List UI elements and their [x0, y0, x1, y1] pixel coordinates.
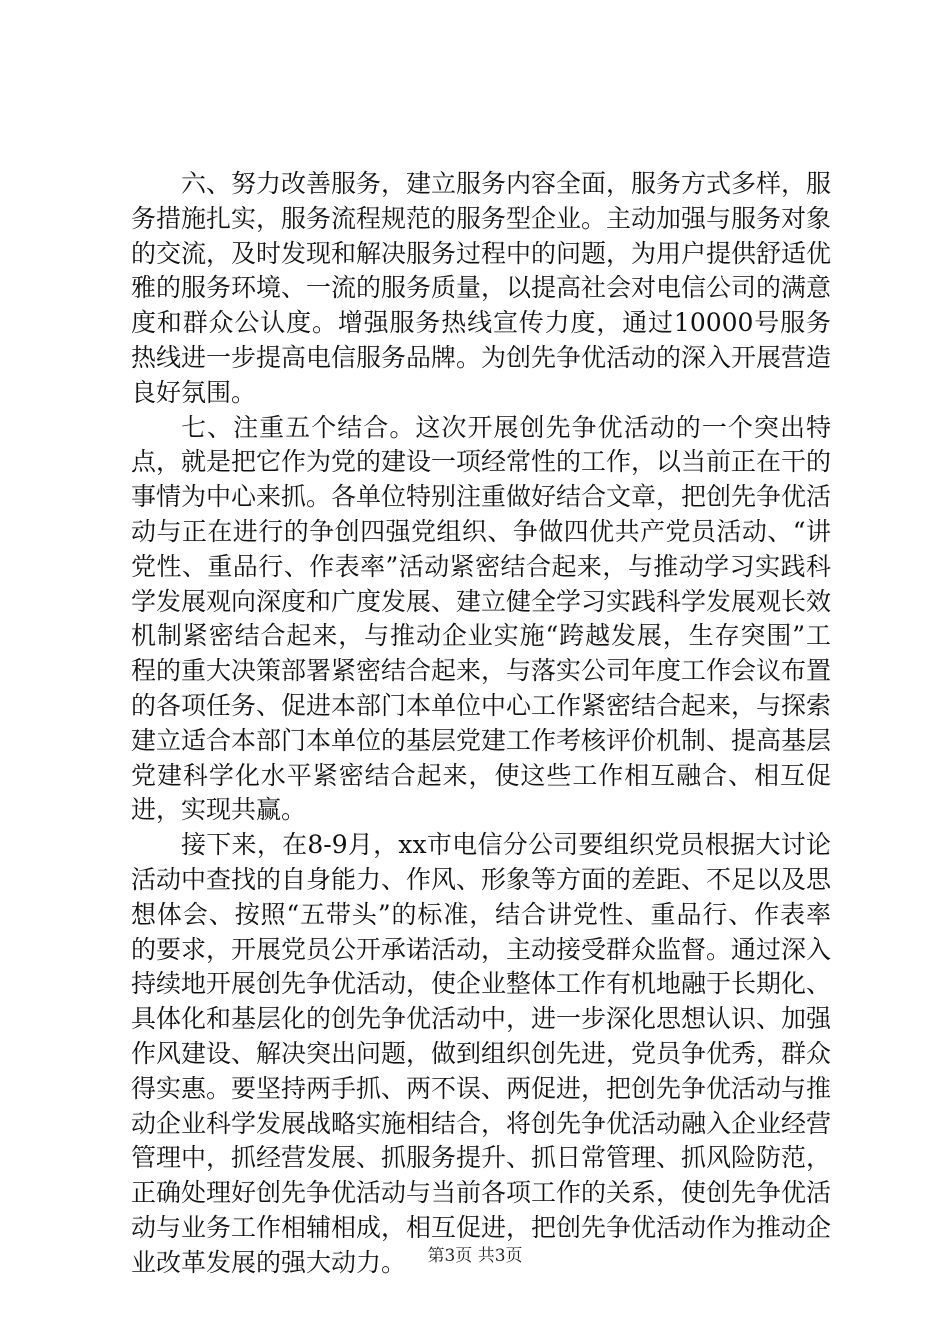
- page-footer: 第3页 共3页: [427, 1246, 523, 1266]
- document-body: [131, 167, 831, 1281]
- paragraph-five-combinations: 七、注重五个结合。这次开展创先争优活动的一个突出特点，就是把它作为党的建设一项经常性的工作，以当前正在干的事情为中心来抓。各单位特别注重做好结合文章，把创先争优活动与正在进行的争创四强党组织、争做四优共产党员活动、“讲党性、重品行、作表率”活动紧密结合起来，与推动学习实践科学发展观向深度和广度发展、建立健全学习实践科学发展观长效机制紧密结合起来，与推动企业实施“跨越发展，生存突围”工程的重大决策部署紧密结合起来，与落实公司年度工作会议布置的各项任务、促进本部门本单位中心工作紧密结合起来，与探索建立适合本部门本单位的基层党建工作考核评价机制、提高基层党建科学化水平紧密结合起来，使这些工作相互融合、相互促进，实现共赢。: [131, 412, 832, 825]
- paragraph-next-steps: 接下来，在8-9月，xx市电信分公司要组织党员根据大讨论活动中查找的自身能力、作风、形象等方面的差距、不足以及思想体会、按照“五带头”的标准，结合讲党性、重品行、作表率的要求，开展党员公开承诺活动，主动接受群众监督。通过深入持续地开展创先争优活动，使企业整体工作有机地融于长期化、具体化和基层化的创先争优活动中，进一步深化思想认识、加强作风建设、解决突出问题，做到组织创先进，党员争优秀，群众得实惠。要坚持两手抓、两不误、两促进，把创先争优活动与推动企业科学发展战略实施相结合，将创先争优活动融入企业经营管理中，抓经营发展、抓服务提升、抓日常管理、抓风险防范，正确处理好创先争优活动与当前各项工作的关系，使创先争优活动与业务工作相辅相成，相互促进，把创先争优活动作为推动企业改革发展的强大动力。: [131, 830, 832, 1277]
- paragraph-service: 六、努力改善服务，建立服务内容全面，服务方式多样，服务措施扎实，服务流程规范的服务型企业。主动加强与服务对象的交流，及时发现和解决服务过程中的问题，为用户提供舒适优雅的服务环境、一流的服务质量，以提高社会对电信公司的满意度和群众公认度。增强服务热线宣传力度，通过10000号服务热线进一步提高电信服务品牌。为创先争优活动的深入开展营造良好氛围。: [131, 169, 832, 407]
